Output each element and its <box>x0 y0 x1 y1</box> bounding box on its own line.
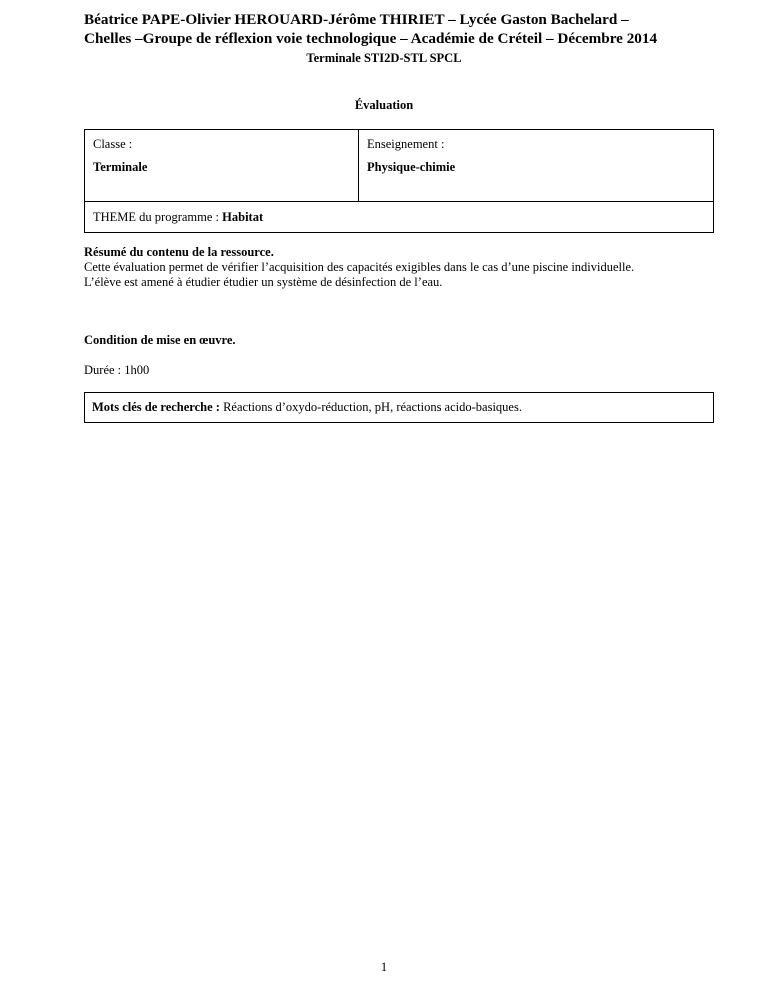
resume-heading: Résumé du contenu de la ressource. <box>84 245 274 259</box>
classe-cell <box>85 130 359 202</box>
classe-label: Classe : <box>93 137 133 151</box>
keywords-label: Mots clés de recherche : <box>92 400 224 414</box>
resume-paragraph-2: L’élève est amené à étudier étudier un système de désinfection de l’eau. <box>84 275 443 289</box>
theme-label: THEME du programme : <box>93 209 223 224</box>
condition-section <box>84 333 714 378</box>
header-line-1: Béatrice PAPE-Olivier HEROUARD-Jérôme THIRIET – Lycée Gaston Bachelard – <box>84 11 629 28</box>
resume-section <box>84 245 714 290</box>
class-subtitle: Terminale STI2D-STL SPCL <box>306 51 462 65</box>
theme-row <box>85 202 714 233</box>
condition-heading: Condition de mise en œuvre. <box>84 333 236 347</box>
classe-value: Terminale <box>93 160 148 174</box>
info-row <box>85 130 714 202</box>
keywords-box <box>84 392 714 423</box>
enseignement-value: Physique-chimie <box>367 160 456 174</box>
enseignement-cell <box>359 130 714 202</box>
theme-value: Habitat <box>222 209 264 224</box>
page-number: 1 <box>380 960 388 974</box>
theme-cell <box>85 202 714 233</box>
resume-paragraph-1: Cette évaluation permet de vérifier l’acquisition des capacités exigibles dans le cas d’une piscine individuelle. <box>84 260 635 274</box>
info-table <box>84 129 714 233</box>
keywords-value: Réactions d’oxydo-réduction, pH, réactions acido-basiques. <box>223 400 522 414</box>
duration-text: Durée : 1h00 <box>84 363 150 377</box>
header-line-2: Chelles –Groupe de réflexion voie technologique – Académie de Créteil – Décembre 2014 <box>84 30 658 47</box>
evaluation-title: Évaluation <box>354 98 414 112</box>
enseignement-label: Enseignement : <box>367 137 445 151</box>
document-header <box>84 10 704 48</box>
